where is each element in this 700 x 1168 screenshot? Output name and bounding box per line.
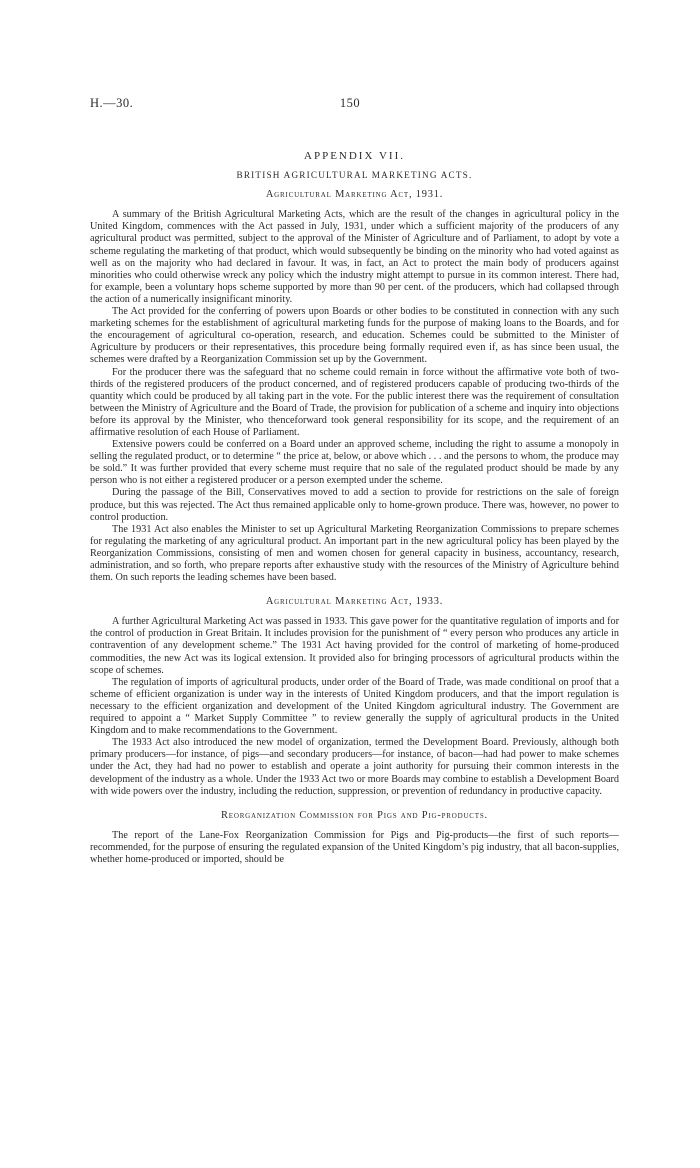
paragraph: The Act provided for the conferring of powers upon Boards or other bodies to be constituted in connection with any such marketing schemes for the establishment of agricultural marketing funds for the purpose of making loans to the Boards, and for the encouragement of agricultural co-operation, research, and education. Schemes could be submitted to the Minister of Agriculture by producers or their representatives, this procedure being formally required even if, as has since been usual, the schemes were drafted by a Reorganization Commission set up by the Government. (90, 306, 619, 366)
document-reference: H.—30. (90, 96, 134, 110)
section-act-1931 (90, 189, 619, 584)
paragraph: The 1933 Act also introduced the new model of organization, termed the Development Board. Previously, although both primary producers—for instance, of pigs—and secondary producers—for instance, of bacon—had had power to make schemes under the Act, they had had no power to establish and operate a joint authority for pursuing their common interests in the development of the industry as a whole. Under the 1933 Act two or more Boards may combine to establish a Development Board with wide powers over the industry, including the reduction, suppression, or prevention of redundancy in productive capacity. (90, 737, 619, 797)
page-number: 150 (339, 96, 361, 110)
section-heading: Agricultural Marketing Act, 1933. (265, 596, 444, 608)
paragraph: A further Agricultural Marketing Act was passed in 1933. This gave power for the quantitative regulation of imports and for the control of production in Great Britain. It includes provision for the punishment of “ every person who produces any article in contravention of any development scheme.” The 1931 Act having provided for the control of marketing of home-produced commodities, the new Act was its logical extension. It provided also for bringing processors of agricultural products within the scope of schemes. (90, 616, 619, 676)
section-pigs-commission (90, 810, 619, 866)
paragraph: The 1931 Act also enables the Minister to set up Agricultural Marketing Reorganization Commissions to prepare schemes for regulating the marketing of any agricultural product. An important part in the new agricultural policy has been played by the Reorganization Commissions, consisting of men and women chosen for general capacity in business, accountancy, research, administration, and so forth, who prepare reports after exhaustive study with the resources of the Ministry of Agriculture behind them. On such reports the leading schemes have been based. (90, 523, 619, 584)
paragraph: During the passage of the Bill, Conservatives moved to add a section to provide for restrictions on the sale of foreign produce, but this was rejected. The Act thus remained applicable only to home-grown produce. There was, however, no power to control production. (90, 487, 619, 523)
paragraph: A summary of the British Agricultural Marketing Acts, which are the result of the changes in agricultural policy in the United Kingdom, commences with the Act passed in July, 1931, under which a sufficient majority of the producers of any agricultural product was permitted, subject to the approval of the Minister of Agriculture and of Parliament, to adopt by vote a scheme regulating the marketing of that product, which would subsequently be binding on the minority who had voted against as well as on the majority who had declared in favour. It was, in fact, an Act to protect the main body of producers against minorities who could otherwise wreck any policy which the industry might attempt to pursue in its common interest. There had, for example, been a voluntary hops scheme supported by more than 90 per cent. of the producers, which had collapsed through the action of a numerically insignificant minority. (90, 209, 619, 305)
acts-title: BRITISH AGRICULTURAL MARKETING ACTS. (236, 170, 473, 181)
paragraph: For the producer there was the safeguard that no scheme could remain in force without the affirmative vote both of two-thirds of the registered producers of the product concerned, and of registered producers capable of producing two-thirds of the quantity which could be produced by all taking part in the vote. For the public interest there was the requirement of consultation between the Ministry of Agriculture and the Board of Trade, the provision for publication of a scheme and inquiry into objections before its approval by the Minister, who thenceforward took general responsibility for its scope, and the requirement of an affirmative resolution of each House of Parliament. (90, 366, 619, 438)
section-act-1933 (90, 596, 619, 798)
section-heading: Reorganization Commission for Pigs and Pig-products. (221, 809, 488, 821)
document-body (90, 150, 619, 866)
paragraph: The regulation of imports of agricultural products, under order of the Board of Trade, was made conditional on proof that a scheme of efficient organization is under way in the interests of United Kingdom producers, and that the import regulation is necessary to the efficient organization and development of the United Kingdom agricultural industry. The Government are required to appoint a “ Market Supply Committee ” to review generally the supply of agricultural products in the United Kingdom and to make recommendations to the Government. (90, 676, 619, 737)
appendix-title: APPENDIX VII. (304, 150, 405, 162)
section-heading: Agricultural Marketing Act, 1931. (265, 189, 444, 201)
page-header (90, 96, 610, 112)
paragraph: Extensive powers could be conferred on a Board under an approved scheme, including the right to assume a monopoly in selling the regulated product, or to determine “ the price at, below, or above which . . . and the persons to whom, the produce may be sold.” It was further provided that every scheme must require that no sale of the regulated product should be made by any person who is not either a registered producer or a person exempted under the scheme. (90, 439, 619, 487)
paragraph: The report of the Lane-Fox Reorganization Commission for Pigs and Pig-products—the first of such reports—recommended, for the purpose of ensuring the regulated expansion of the United Kingdom’s pig industry, that all bacon-supplies, whether home-produced or imported, should be (90, 829, 619, 865)
